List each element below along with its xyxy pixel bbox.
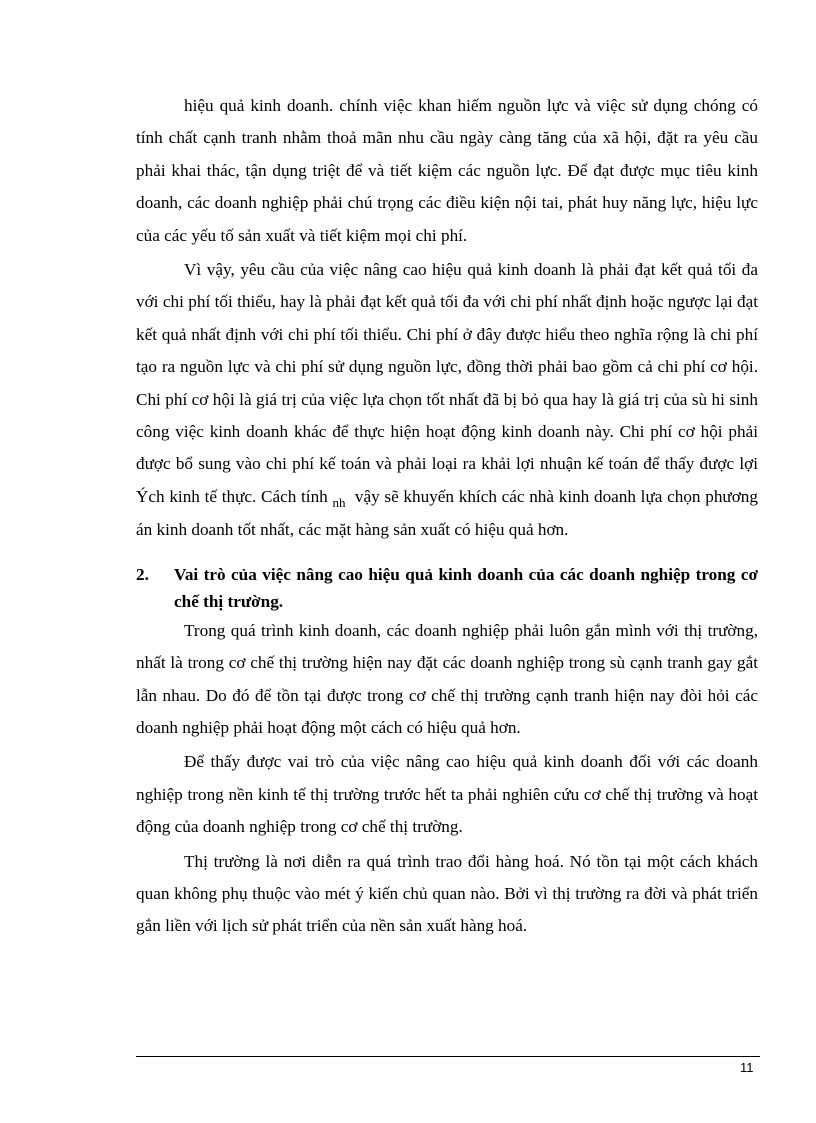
paragraph-3: Trong quá trình kinh doanh, các doanh nghiệp phải luôn gắn mình với thị trường, nhất là trong cơ chế thị trường hiện nay đặt các doanh nghiệp trong sù cạnh tranh gay gắt lẫn nhau. Do đó để tồn tại được trong cơ chế thị trường cạnh tranh hiện nay đòi hỏi các doanh nghiệp phải hoạt động một cách có hiệu quả hơn. [136, 620, 758, 737]
footer-divider [136, 1056, 760, 1057]
paragraph-4: Để thấy được vai trò của việc nâng cao hiệu quả kinh doanh đối với các doanh nghiệp trong nền kinh tế thị trường trước hết ta phải nghiên cứu cơ chế thị trường và hoạt động của doanh nghiệp trong cơ chế thị trường. [136, 752, 758, 837]
section-heading [136, 561, 758, 615]
paragraph-2-text: Vì vậy, yêu cầu của việc nâng cao hiệu quả kinh doanh là phải đạt kết quả tối đa với chi phí tối thiểu, hay là phải đạt kết quả tối đa với chi phí nhất định hoặc ngược lại đạt kết quả nhất định với chi phí tối thiểu. Chi phí ở đây được hiểu theo nghĩa rộng là chi phí tạo ra nguồn lực và chi phí sử dụng nguồn lực, đồng thời phải bao gồm cả chi phí cơ hội. Chi phí cơ hội là giá trị của việc lựa chọn tốt nhất đã bị bỏ qua hay là giá trị của sù hi sinh công việc kinh doanh khác để thực hiện hoạt động kinh doanh này. Chi phí cơ hội phải được bổ sung vào chi phí kế toán và phải loại ra khải lợi nhuận kế toán để thấy được lợi Ých kinh tế thực. Cách tính [136, 260, 758, 506]
paragraph-5: Thị trường là nơi diễn ra quá trình trao đổi hàng hoá. Nó tồn tại một cách khách quan không phụ thuộc vào mét ý kiến chủ quan nào. Bởi vì thị trường ra đời và phát triển gắn liền với lịch sử phát triển của nền sản xuất hàng hoá. [136, 851, 758, 936]
page-number: 11 [740, 1060, 754, 1075]
paragraph-2-text-end: vậy sẽ khuyến khích các nhà kinh doanh lựa chọn phương án kinh doanh tốt nhất, các mặt hàng sản xuất có hiệu quả hơn. [136, 486, 758, 540]
section-title: Vai trò của việc nâng cao hiệu quả kinh doanh của các doanh nghiệp trong cơ chế thị trường. [174, 564, 758, 611]
paragraph-2 [136, 254, 758, 547]
paragraph-2-subscript: nh [332, 494, 346, 510]
section-number: 2. [136, 564, 149, 584]
document-body [136, 90, 758, 943]
paragraph-1: hiệu quả kinh doanh. chính việc khan hiếm nguồn lực và việc sử dụng chóng có tính chất cạnh tranh nhằm thoả mãn nhu cầu ngày càng tăng của xã hội, đặt ra yêu cầu phải khai thác, tận dụng triệt để và tiết kiệm các nguồn lực. Để đạt được mục tiêu kinh doanh, các doanh nghiệp phải chú trọng các điều kiện nội tai, phát huy năng lực, hiệu lực của các yếu tố sản xuất và tiết kiệm mọi chi phí. [136, 96, 758, 245]
